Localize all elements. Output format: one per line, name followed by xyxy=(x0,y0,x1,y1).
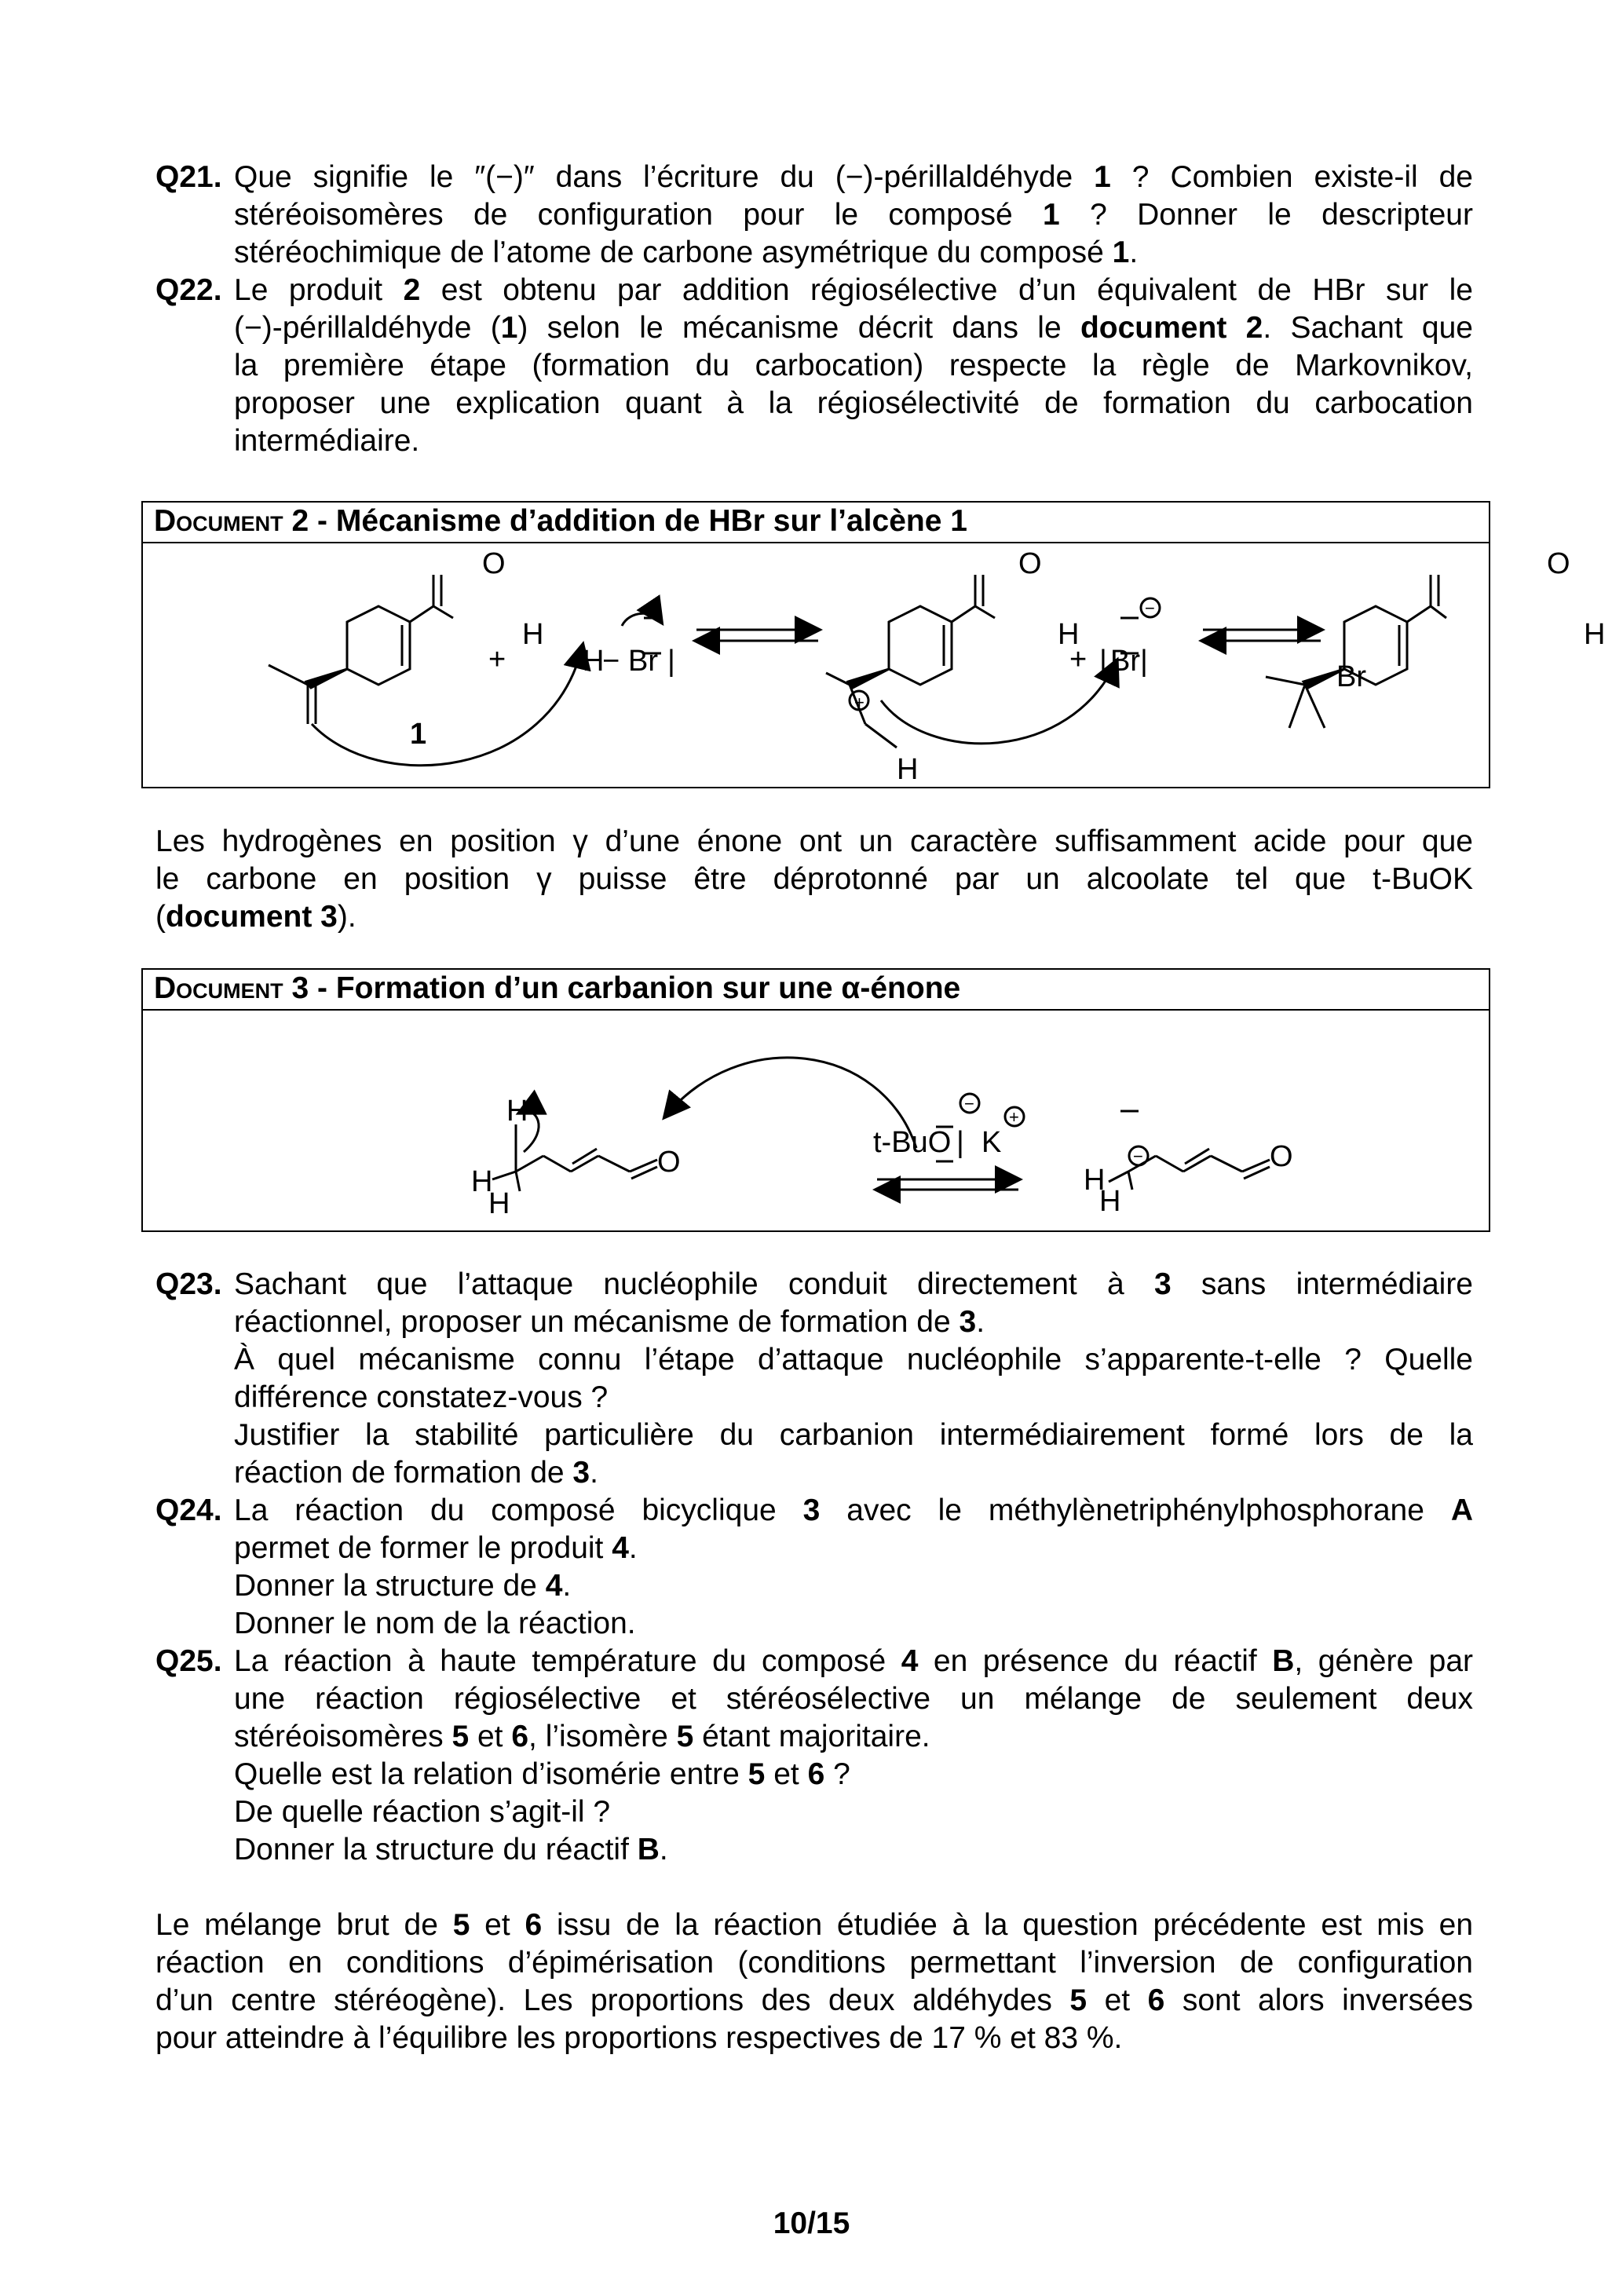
q23-text xyxy=(234,1266,1473,1492)
q22-line-2: (−)-périllaldéhyde (1) selon le mécanisme décrit dans le document 2. Sachant que xyxy=(234,311,1473,345)
q25-line-1: La réaction à haute température du composé 4 en présence du réactif B, génère par xyxy=(234,1644,1474,1678)
document-2 xyxy=(141,501,1606,788)
q21-text xyxy=(234,159,1473,272)
carbocation-structure xyxy=(826,575,995,748)
svg-text:|: | xyxy=(956,1126,964,1159)
product-bromine: Br xyxy=(1336,660,1366,693)
svg-text:+: + xyxy=(854,693,865,712)
plus-1: + xyxy=(488,643,506,676)
q25-line-4: Quelle est la relation d’isomérie entre 5 et 6 ? xyxy=(234,1757,850,1791)
atom-H-left: H xyxy=(471,1165,493,1198)
bromide-ion: Br xyxy=(1110,645,1140,678)
q25-line-5: De quelle réaction s’agit-il ? xyxy=(234,1795,611,1829)
document-2-header: Document 2 - Mécanisme d’addition de HBr sur l’alcène 1 xyxy=(143,503,1489,543)
hbr-hydrogen: H xyxy=(583,645,605,678)
svg-text:|: | xyxy=(1099,645,1107,678)
atom-H-right-2: H xyxy=(1099,1185,1121,1218)
enone-oxygen-1: O xyxy=(657,1146,681,1179)
hbr-bromine: Br xyxy=(628,645,658,678)
atom-H-2: H xyxy=(1058,618,1080,651)
q22-line-1: Le produit 2 est obtenu par addition régiosélective d’un équivalent de HBr sur le xyxy=(234,273,1473,307)
svg-text:−: − xyxy=(1145,598,1155,618)
q24-line-4: Donner le nom de la réaction. xyxy=(234,1607,636,1640)
q23-line-6: réaction de formation de 3. xyxy=(234,1456,598,1490)
plus-2: + xyxy=(1069,643,1087,676)
final-paragraph xyxy=(155,1907,1473,2057)
q24-line-3: Donner la structure de 4. xyxy=(234,1569,572,1603)
compound-1-label: 1 xyxy=(410,718,427,751)
q23-line-1: Sachant que l’attaque nucléophile conduit directement à 3 sans intermédiaire xyxy=(234,1267,1473,1301)
svg-text:|: | xyxy=(1140,645,1148,678)
q23-number: Q23. xyxy=(155,1267,222,1301)
final-line-1: Le mélange brut de 5 et 6 issu de la réaction étudiée à la question précédente est mis en xyxy=(155,1908,1474,1942)
q21-number: Q21. xyxy=(155,160,222,194)
q23-line-2: réactionnel, proposer un mécanisme de formation de 3. xyxy=(234,1305,985,1339)
svg-text:−: − xyxy=(964,1094,974,1113)
document-2-mechanism xyxy=(143,543,1606,787)
q25-line-3: stéréoisomères 5 et 6, l’isomère 5 étant majoritaire. xyxy=(234,1720,930,1753)
atom-H-carbocation: H xyxy=(897,753,919,786)
q25-number: Q25. xyxy=(155,1644,222,1678)
gamma-line-2: le carbone en position γ puisse être déprotonné par un alcoolate tel que t-BuOK xyxy=(155,862,1473,896)
svg-text:|: | xyxy=(667,645,675,678)
atom-O-3: O xyxy=(1547,547,1570,580)
atom-H-3: H xyxy=(1584,618,1606,651)
final-line-4: pour atteindre à l’équilibre les proportions respectives de 17 % et 83 %. xyxy=(155,2021,1123,2055)
atom-O-1: O xyxy=(482,547,506,580)
q25-line-6: Donner la structure du réactif B. xyxy=(234,1833,668,1866)
q24-number: Q24. xyxy=(155,1493,222,1527)
document-3-mechanism xyxy=(143,1011,1489,1230)
perillaldehyde-structure xyxy=(269,575,453,724)
q23-line-4: différence constatez-vous ? xyxy=(234,1380,609,1414)
svg-text:−: − xyxy=(1133,1146,1143,1166)
q25-text xyxy=(234,1643,1473,1869)
atom-H-1: H xyxy=(522,618,544,651)
svg-text:−: − xyxy=(602,645,620,678)
q22-line-4: proposer une explication quant à la régiosélectivité de formation du carbocation xyxy=(234,386,1473,420)
q21-line-2: stéréoisomères de configuration pour le composé 1 ? Donner le descripteur xyxy=(234,198,1473,232)
potassium-label: K xyxy=(981,1126,1002,1159)
svg-text:+: + xyxy=(1009,1107,1019,1127)
q22-number: Q22. xyxy=(155,273,222,307)
q22-text xyxy=(234,272,1473,460)
q22-line-5: intermédiaire. xyxy=(234,424,420,458)
gamma-line-1: Les hydrogènes en position γ d’une énone ont un caractère suffisamment acide pour que xyxy=(155,824,1473,858)
q23-line-5: Justifier la stabilité particulière du carbanion intermédiairement formé lors de la xyxy=(234,1418,1473,1452)
gamma-line-3: (document 3). xyxy=(155,900,356,934)
document-3 xyxy=(141,968,1490,1232)
q24-line-1: La réaction du composé bicyclique 3 avec le méthylènetriphénylphosphorane A xyxy=(234,1493,1473,1527)
gamma-paragraph xyxy=(155,823,1473,936)
enone-oxygen-2: O xyxy=(1270,1140,1293,1173)
tbuo-label: t-BuO xyxy=(873,1126,952,1159)
atom-H-right-1: H xyxy=(1084,1164,1106,1197)
q21-line-1: Que signifie le ″(−)″ dans l’écriture du (−)-périllaldéhyde 1 ? Combien existe-il de xyxy=(234,160,1473,194)
q25-line-2: une réaction régiosélective et stéréosélective un mélange de seulement deux xyxy=(234,1682,1473,1716)
atom-H-bottom: H xyxy=(488,1187,510,1220)
q23-line-3: À quel mécanisme connu l’étape d’attaque nucléophile s’apparente-t-elle ? Quelle xyxy=(234,1343,1473,1377)
final-line-2: réaction en conditions d’épimérisation (conditions permettant l’inversion de configuration xyxy=(155,1946,1473,1980)
q21-line-3: stéréochimique de l’atome de carbone asymétrique du composé 1. xyxy=(234,236,1139,269)
atom-O-2: O xyxy=(1018,547,1042,580)
product-2-structure xyxy=(1266,575,1446,728)
final-line-3: d’un centre stéréogène). Les proportions des deux aldéhydes 5 et 6 sont alors inversées xyxy=(155,1983,1473,2017)
q22-line-3: la première étape (formation du carbocation) respecte la règle de Markovnikov, xyxy=(234,349,1473,382)
q24-line-2: permet de former le produit 4. xyxy=(234,1531,638,1565)
atom-H-top: H xyxy=(506,1095,528,1128)
document-3-header: Document 3 - Formation d’un carbanion sur une α-énone xyxy=(143,970,1489,1011)
q24-text xyxy=(234,1492,1473,1643)
page-number: 10/15 xyxy=(773,2206,850,2240)
